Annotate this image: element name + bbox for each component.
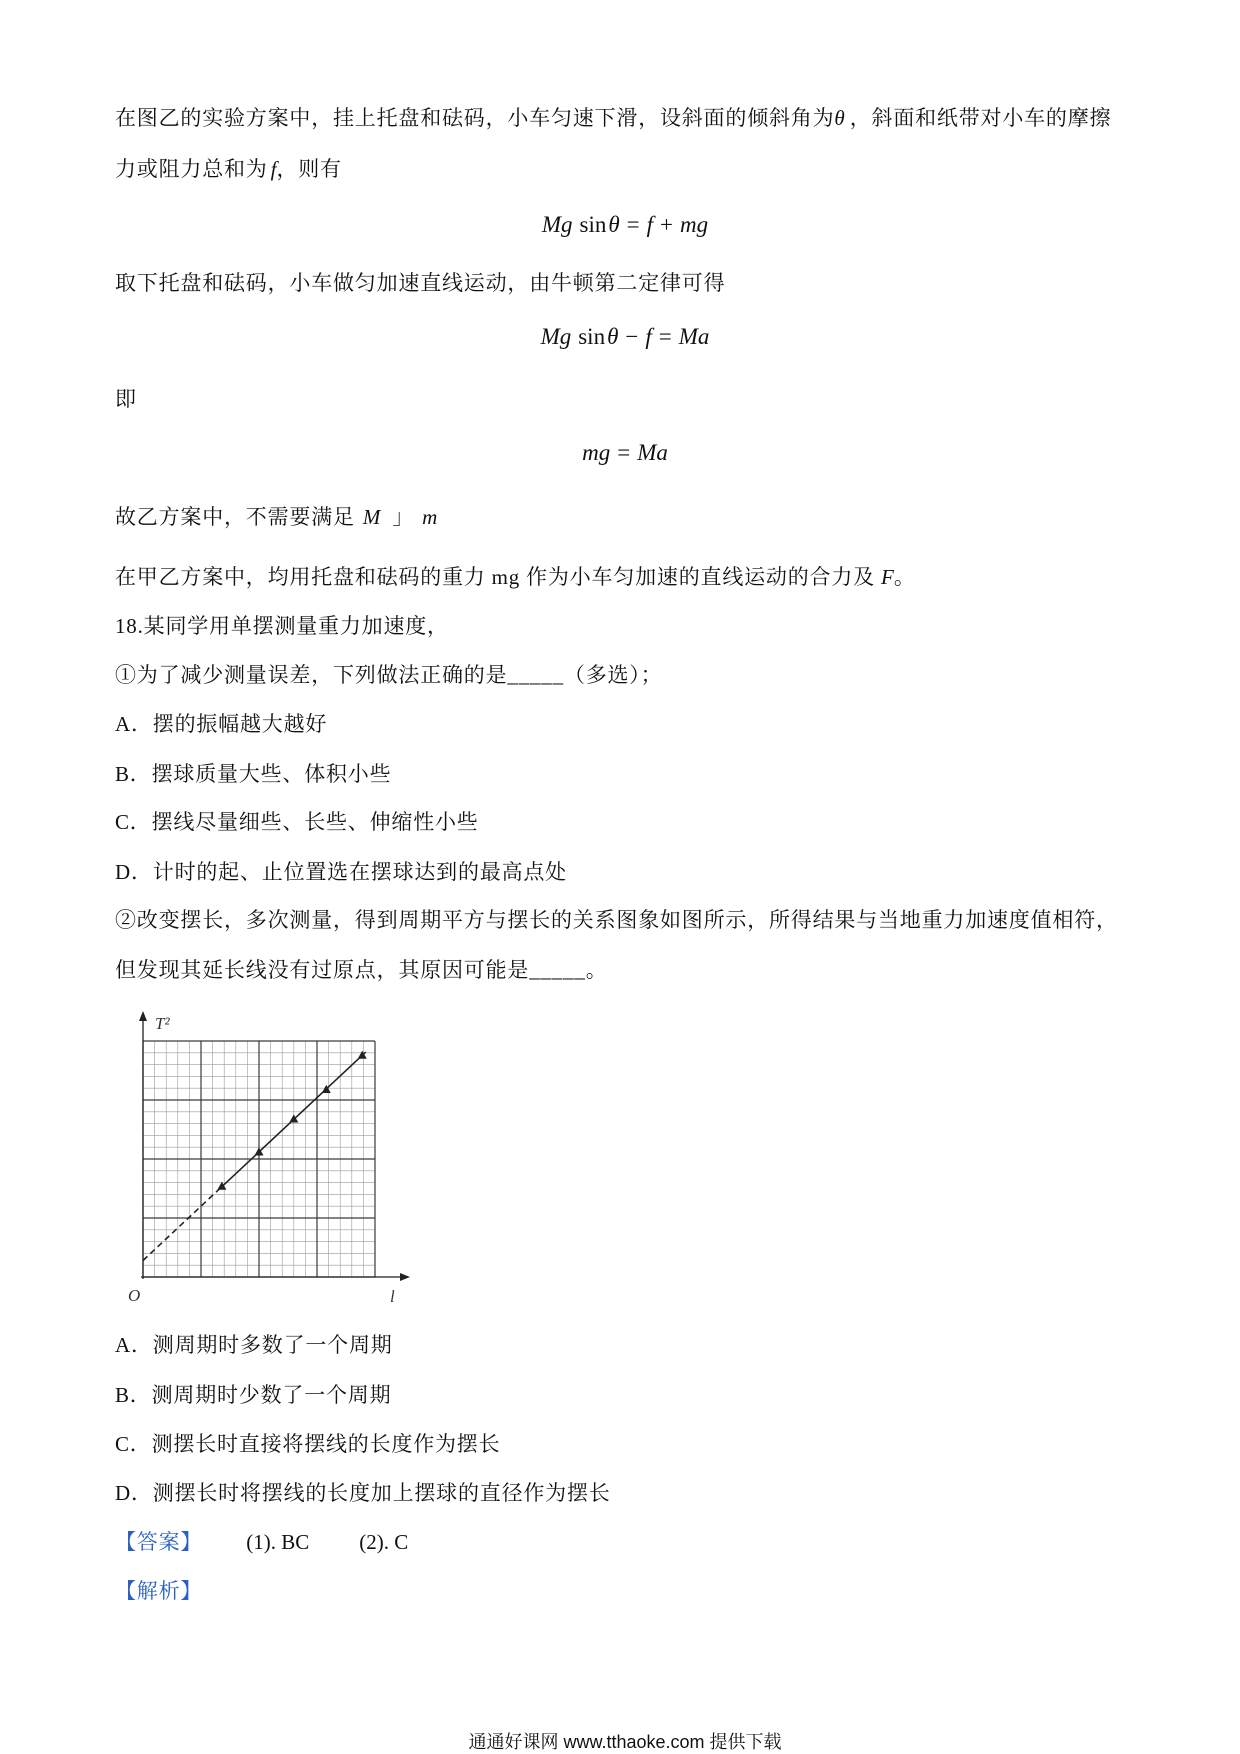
question-stem: 18.某同学用单摆测量重力加速度， [115, 614, 449, 638]
explanation-line [115, 386, 137, 412]
explanation-line [115, 504, 437, 530]
eq-term: Mg [541, 212, 573, 237]
equation [425, 439, 825, 467]
eq-term: Ma [637, 440, 668, 465]
question-part1-prompt: ①为了减少测量误差，下列做法正确的是_____（多选）； [115, 663, 663, 687]
eq-term: mg [582, 440, 611, 465]
explanation-line [115, 105, 1111, 131]
eq-operator: = [658, 324, 672, 349]
eq-term: Mg [540, 324, 572, 349]
x-axis-label: l [390, 1287, 395, 1306]
option-a: A．摆的振幅越大越好 [115, 712, 328, 736]
answer-line [115, 1529, 408, 1555]
page-footer: 通通好课网 www.tthaoke.com 提供下载 [468, 1732, 782, 1752]
eq-term: θ [608, 212, 620, 237]
y-axis-label: T² [155, 1014, 170, 1033]
explanation-text: 。 [893, 565, 916, 589]
answer-item-1: (1). BC [246, 1530, 310, 1554]
t2-vs-l-graph [124, 1010, 414, 1310]
option-c: C．摆线尽量细些、长些、伸缩性小些 [115, 810, 479, 834]
question-part2-prompt: 但发现其延长线没有过原点，其原因可能是_____。 [115, 958, 608, 982]
explanation-line [115, 564, 916, 590]
friction-symbol: f [270, 157, 277, 181]
option-d: D．计时的起、止位置选在摆球达到的最高点处 [115, 860, 567, 884]
theta-symbol: θ [834, 106, 845, 130]
equation [425, 323, 825, 351]
eq-operator: = [626, 212, 640, 237]
graph-marks [143, 1051, 367, 1261]
explanation-line [115, 270, 725, 296]
option-b: B．摆球质量大些、体积小些 [115, 762, 392, 786]
equation [425, 211, 825, 239]
eq-operator: + [660, 212, 674, 237]
eq-term: mg [680, 212, 709, 237]
mass-M-symbol: M [362, 505, 381, 529]
force-symbol: F [880, 565, 894, 589]
eq-function: sin [578, 324, 606, 349]
answer-label: 【答案】 [115, 1530, 203, 1554]
explanation-text: ，则有 [276, 157, 342, 181]
answer-item-2: (2). C [359, 1530, 409, 1554]
option-d: D．测摆长时将摆线的长度加上摆球的直径作为摆长 [115, 1481, 611, 1505]
eq-term: f [645, 324, 652, 349]
option-b: B．测周期时少数了一个周期 [115, 1383, 392, 1407]
eq-term: f [646, 212, 654, 237]
explanation-line [115, 156, 342, 182]
analysis-line [115, 1578, 202, 1604]
eq-term: Ma [678, 324, 710, 349]
explanation-text: 在图乙的实验方案中，挂上托盘和砝码，小车匀速下滑，设斜面的倾斜角为 [115, 106, 835, 130]
option-a: A．测周期时多数了一个周期 [115, 1333, 393, 1357]
question-part2-prompt: ②改变摆长，多次测量，得到周期平方与摆长的关系图象如图所示，所得结果与当地重力加速度值相符， [115, 908, 1118, 932]
explanation-text: 即 [115, 387, 137, 411]
eq-function: sin [579, 212, 607, 237]
explanation-text: 故乙方案中，不需要满足 [115, 505, 355, 529]
eq-term: θ [607, 324, 619, 349]
explanation-text: 在甲乙方案中，均用托盘和砝码的重力 mg 作为小车匀加速的直线运动的合力及 [115, 565, 881, 589]
explanation-text: 取下托盘和砝码，小车做匀加速直线运动，由牛顿第二定律可得 [115, 271, 726, 295]
origin-label: O [128, 1286, 141, 1305]
eq-operator: = [617, 440, 631, 465]
relation-symbol: 」 [392, 505, 415, 529]
x-axis-arrow [400, 1273, 410, 1281]
mass-m-symbol: m [422, 505, 438, 529]
explanation-text: ，斜面和纸带对小车的摩擦 [849, 106, 1112, 130]
eq-operator: − [625, 324, 639, 349]
y-axis-arrow [139, 1011, 147, 1021]
explanation-text: 力或阻力总和为 [115, 157, 268, 181]
option-c: C．测摆长时直接将摆线的长度作为摆长 [115, 1432, 501, 1456]
analysis-label: 【解析】 [115, 1579, 203, 1603]
